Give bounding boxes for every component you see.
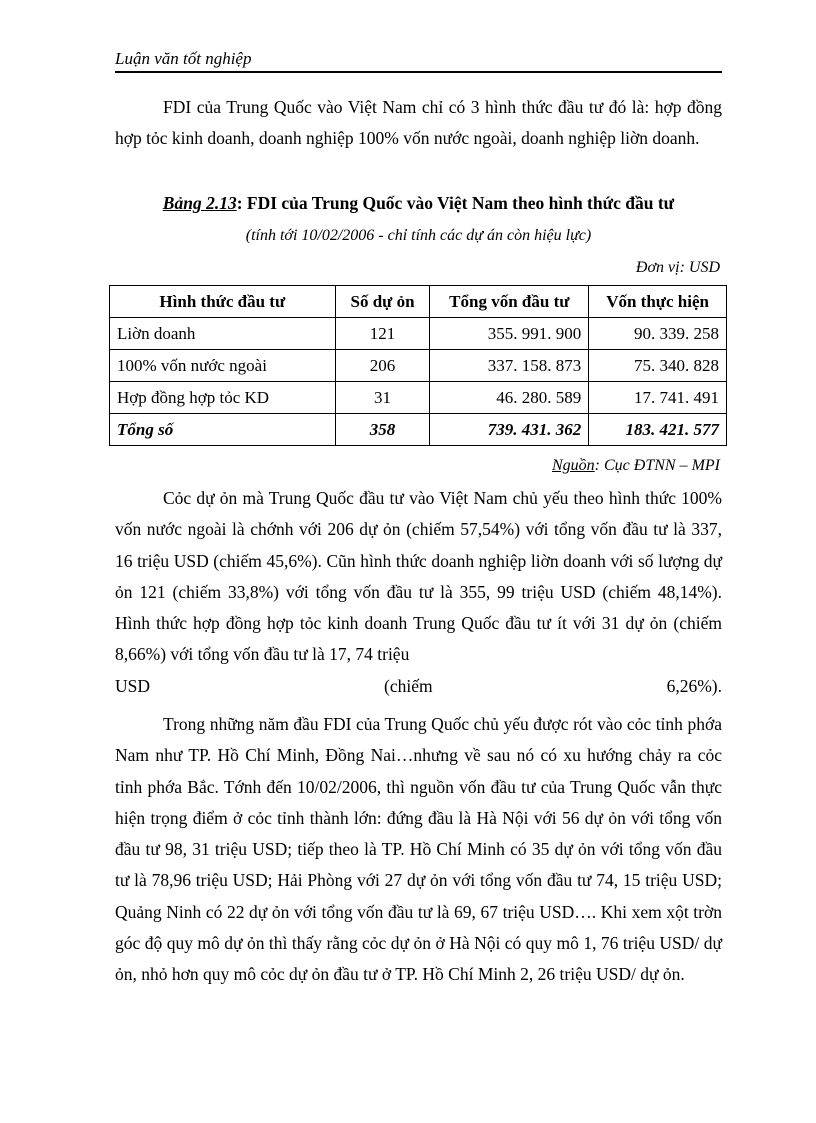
table-cell: 355. 991. 900 [430, 318, 589, 350]
table-caption-title: : FDI của Trung Quốc vào Việt Nam theo hình thức đầu tư [236, 193, 675, 213]
paragraph-1-word: USD [115, 675, 151, 696]
table-unit: Đơn vị: USD [635, 259, 720, 276]
table-cell: 206 [335, 350, 430, 382]
table-cell: Tổng số [110, 414, 336, 446]
table-subcaption: (tính tới 10/02/2006 - chỉ tính các dự án còn hiệu lực) [245, 227, 592, 244]
table-row [110, 318, 727, 350]
paragraph-1-last-line [115, 671, 722, 702]
body-paragraph-2 [115, 709, 722, 991]
column-header: Hình thức đầu tư [110, 286, 336, 318]
table-cell: 75. 340. 828 [589, 350, 727, 382]
intro-text: FDI của Trung Quốc vào Việt Nam chỉ có 3 hình thức đầu tư đó là: hợp đồng hợp tỏc kinh doanh, doanh nghiệp 100% vốn nước ngoài, doanh nghiệp liờn doanh. [115, 97, 722, 149]
table-caption [115, 191, 722, 215]
paragraph-1-word: 6,26%). [666, 675, 722, 696]
table-cell: Liờn doanh [110, 318, 336, 350]
paragraph-1-text: Cỏc dự ỏn mà Trung Quốc đầu tư vào Việt Nam chủ yếu theo hình thức 100% vốn nước ngoài là chớnh với 206 dự ỏn (chiếm 57,54%) với tổng vốn đầu tư là 337, 16 triệu USD (chiếm 45,6%). Cũn hình thức doanh nghiệp liờn doanh với số lượng dự ỏn 121 (chiếm 33,8%) với tổng vốn đầu tư là 355, 99 triệu USD (chiếm 48,14%). Hình thức hợp đồng hợp tỏc kinh doanh Trung Quốc đầu tư ít với 31 dự ỏn (chiếm 8,66%) với tổng vốn đầu tư là 17, 74 triệu [115, 488, 722, 665]
paragraph-1-word: (chiếm [384, 675, 433, 696]
table-cell: 17. 741. 491 [589, 382, 727, 414]
table-row [110, 350, 727, 382]
table-caption-label: Bảng 2.13 [162, 193, 237, 213]
source-label: Nguồn [552, 457, 595, 474]
table-cell: Hợp đồng hợp tỏc KD [110, 382, 336, 414]
column-header: Tổng vốn đầu tư [430, 286, 589, 318]
table-cell: 358 [335, 414, 430, 446]
table-cell: 183. 421. 577 [589, 414, 727, 446]
table-cell: 31 [335, 382, 430, 414]
table-header-row [110, 286, 727, 318]
table-row [110, 382, 727, 414]
table-cell: 337. 158. 873 [430, 350, 589, 382]
column-header: Số dự ỏn [335, 286, 430, 318]
column-header: Vốn thực hiện [589, 286, 727, 318]
source-text: : Cục ĐTNN – MPI [594, 457, 720, 474]
table-cell: 100% vốn nước ngoài [110, 350, 336, 382]
fdi-table [109, 285, 727, 446]
intro-paragraph [115, 92, 722, 155]
table-source [552, 455, 720, 477]
table-cell: 90. 339. 258 [589, 318, 727, 350]
table-cell: 46. 280. 589 [430, 382, 589, 414]
body-paragraph-1 [115, 483, 722, 702]
table-cell: 121 [335, 318, 430, 350]
table-cell: 739. 431. 362 [430, 414, 589, 446]
table-total-row [110, 414, 727, 446]
running-header: Luận văn tốt nghiệp [115, 48, 722, 73]
paragraph-2-text: Trong những năm đầu FDI của Trung Quốc chủ yếu được rót vào cỏc tỉnh phớa Nam như TP. Hồ Chí Minh, Đồng Nai…nhưng về sau nó có xu hướng chảy ra cỏc tỉnh phớa Bắc. Tớnh đến 10/02/2006, thì nguồn vốn đầu tư của Trung Quốc vẫn thực hiện trọng điểm ở cỏc tỉnh thành lớn: đứng đầu là Hà Nội với 56 dự ỏn với tổng vốn đầu tư 98, 31 triệu USD; tiếp theo là TP. Hồ Chí Minh có 35 dự ỏn với tổng vốn đầu tư là 78,96 triệu USD; Hải Phòng với 27 dự ỏn với tổng vốn đầu tư 74, 15 triệu USD; Quảng Ninh có 22 dự ỏn với tổng vốn đầu tư là 69, 67 triệu USD…. Khi xem xột trờn góc độ quy mô dự ỏn thì thấy rằng cỏc dự ỏn ở Hà Nội có quy mô 1, 76 triệu USD/ dự ỏn, nhỏ hơn quy mô cỏc dự ỏn đầu tư ở TP. Hồ Chí Minh 2, 26 triệu USD/ dự ỏn. [115, 714, 722, 985]
